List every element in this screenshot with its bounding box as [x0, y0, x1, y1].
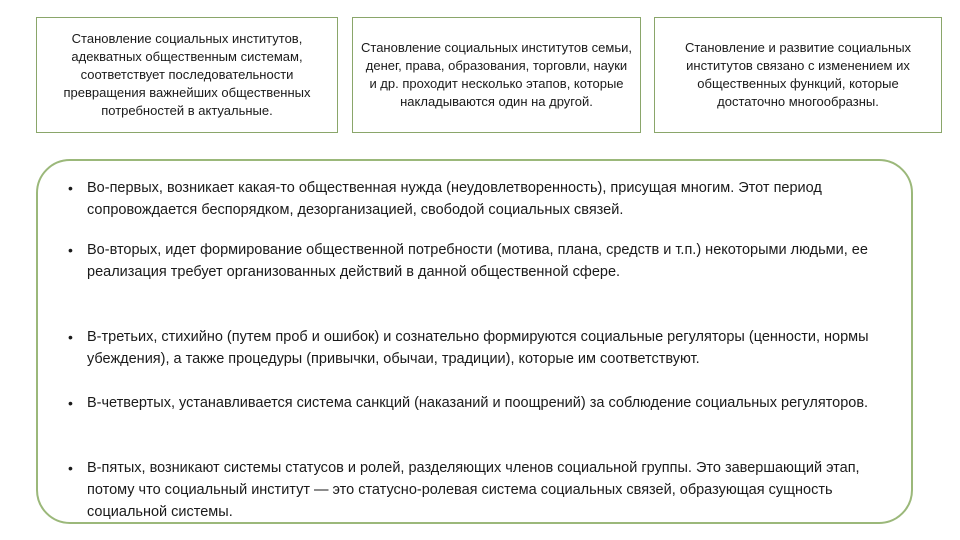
- stage-text: В-четвертых, устанавливается система санкций (наказаний и поощрений) за соблюдение социальных регуляторов.: [87, 395, 869, 411]
- stage-item-fifth: [68, 457, 898, 523]
- intro-box-institution-functions: [654, 17, 942, 133]
- intro-box-text: Становление социальных институтов, адекватных общественным системам, соответствует последовательности превращения важнейших общественных потребностей в актуальные.: [63, 31, 311, 118]
- stage-text: В-третьих, стихийно (путем проб и ошибок) и сознательно формируются социальные регуляторы (ценности, нормы убеждения), а также процедуры (привычки, обычаи, традиции), которые им соответствуют.: [87, 329, 869, 367]
- stage-text: Во-первых, возникает какая-то общественная нужда (неудовлетворенность), присущая многим. Этот период сопровождается беспорядком, дезорганизацией, свободой социальных связей.: [87, 180, 822, 218]
- stage-text: В-пятых, возникают системы статусов и ролей, разделяющих членов социальной группы. Это завершающий этап, потому что социальный институт — это статусно-ролевая система социальных связей, образующая сущность социальной системы.: [87, 460, 860, 520]
- stage-item-second: [68, 239, 898, 283]
- bullet-icon: •: [68, 180, 73, 196]
- stage-text: Во-вторых, идет формирование общественной потребности (мотива, плана, средств и т.п.) некоторыми людьми, ее реализация требует организованных действий в данной общественной сфере.: [87, 242, 868, 280]
- bullet-icon: •: [68, 395, 73, 411]
- bullet-icon: •: [68, 329, 73, 345]
- stage-item-third: [68, 326, 898, 370]
- bullet-icon: •: [68, 460, 73, 476]
- stage-item-first: [68, 177, 898, 221]
- stage-item-fourth: [68, 392, 898, 414]
- stages-panel: [36, 159, 913, 524]
- intro-box-institution-stages: [352, 17, 641, 133]
- bullet-icon: •: [68, 242, 73, 258]
- intro-box-institutions-correspondence: [36, 17, 338, 133]
- intro-box-text: Становление и развитие социальных институтов связано с изменением их общественных функций, которые достаточно многообразны.: [684, 40, 912, 109]
- intro-box-text: Становление социальных институтов семьи, денег, права, образования, торговли, науки и др. проходит несколько этапов, которые накладываются один на другой.: [361, 40, 632, 109]
